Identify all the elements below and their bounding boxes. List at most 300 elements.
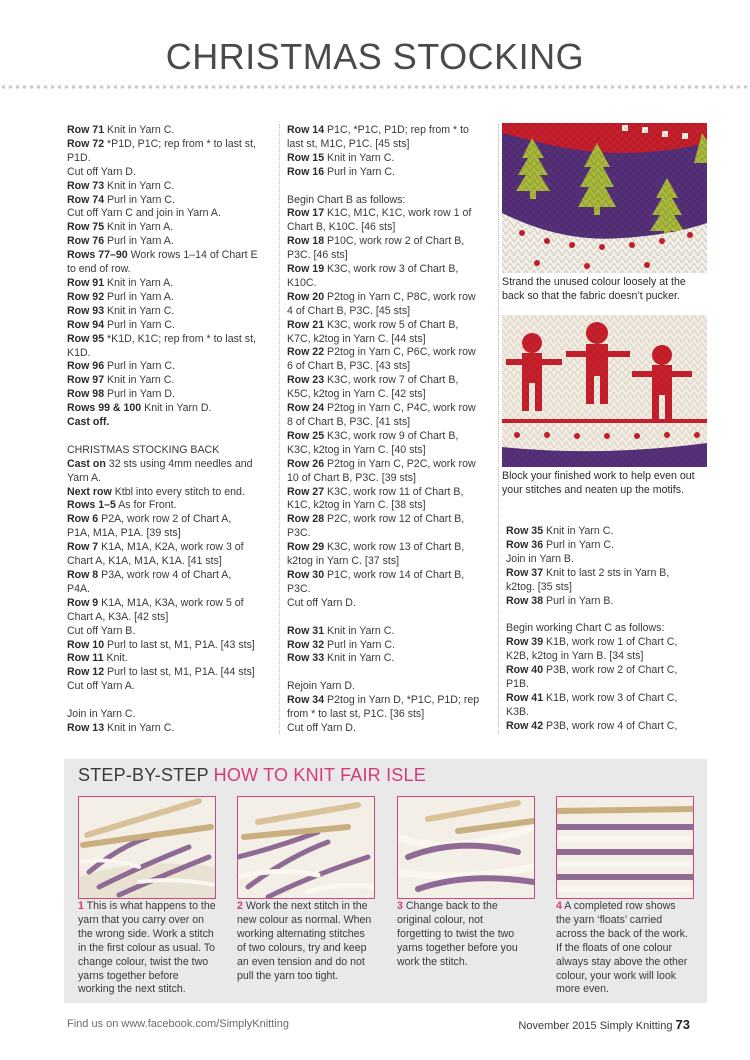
instruction-line (506, 622, 706, 636)
instruction-line (506, 650, 706, 664)
step-image-1 (78, 796, 216, 899)
row-text: Purl in Yarn A. (104, 290, 174, 303)
row-text: CHRISTMAS STOCKING BACK (67, 443, 220, 456)
row-label: Row 34 (287, 694, 325, 707)
row-text: P4A. (67, 582, 90, 595)
row-label: Row 7 (67, 541, 99, 554)
step-text: always stay above the other (556, 955, 688, 968)
step-caption-line (237, 942, 379, 956)
instruction-line (67, 305, 275, 319)
row-label: Row 36 (506, 538, 544, 551)
step-text: original colour, not (397, 913, 483, 926)
step-text: of two colours, try and keep (237, 941, 367, 954)
row-label: Row 30 (287, 568, 325, 581)
instruction-line (287, 388, 487, 402)
instruction-line (506, 525, 706, 539)
row-label: Cast off. (67, 416, 110, 429)
row-text: P1B. (506, 677, 529, 690)
step-text: working the next stitch. (78, 983, 186, 996)
row-text: Chart A, K1A, M1A, K1A. [41 sts] (67, 555, 222, 568)
row-text: P3B, work row 2 of Chart C, (543, 664, 678, 677)
row-label: Row 25 (287, 429, 325, 442)
row-label: Row 18 (287, 235, 325, 248)
step-caption-line (556, 942, 698, 956)
row-text: As for Front. (115, 499, 177, 512)
step-caption-line (78, 914, 220, 928)
knit-photo-figures (502, 315, 707, 467)
row-label: Row 37 (506, 566, 544, 579)
instruction-line (506, 539, 706, 553)
step-text: working alternating stitches (237, 927, 365, 940)
row-text: P1C, *P1C, P1D; rep from * to (324, 124, 469, 136)
step-caption-line (397, 900, 539, 914)
row-text: Cut off Yarn D. (67, 165, 136, 178)
instruction-line (67, 486, 275, 500)
instruction-line (287, 444, 487, 458)
step-image-4 (556, 796, 694, 899)
row-text: Cut off Yarn C and join in Yarn A. (67, 207, 221, 220)
row-label: Row 93 (67, 304, 105, 317)
instruction-line (67, 374, 275, 388)
row-text: K7C, k2tog in Yarn C. [44 sts] (287, 332, 426, 345)
instruction-line (287, 472, 487, 486)
row-label: Row 71 (67, 124, 105, 136)
row-label: Row 76 (67, 235, 105, 248)
instruction-line (287, 194, 487, 208)
step-text: the wrong side. Work a stitch (78, 927, 214, 940)
instruction-line (287, 277, 487, 291)
row-text: Knit in Yarn C. (324, 624, 395, 637)
instruction-line (287, 513, 487, 527)
row-text: K3C, work row 9 of Chart B, (324, 429, 459, 442)
row-text: Knit in Yarn C. (324, 151, 395, 164)
row-text: P1D. (67, 151, 91, 164)
step-by-step-heading (78, 765, 426, 786)
row-label: Row 24 (287, 402, 325, 415)
row-text: P2tog in Yarn C, P6C, work row (324, 346, 476, 359)
row-text: Purl in Yarn C. (104, 360, 175, 373)
instruction-line (287, 263, 487, 277)
row-label: Row 21 (287, 318, 325, 331)
row-text: P3C. [46 sts] (287, 249, 348, 262)
row-label: Row 94 (67, 318, 105, 331)
column-divider (498, 124, 499, 734)
instruction-line (287, 291, 487, 305)
row-text: K3C, work row 7 of Chart B, (324, 374, 459, 387)
instruction-line (287, 402, 487, 416)
row-text: Cut off Yarn D. (287, 721, 356, 734)
row-label: Row 96 (67, 360, 105, 373)
row-text: Knit in Yarn C. (324, 652, 395, 665)
instruction-line (287, 694, 487, 708)
row-text: Join in Yarn B. (506, 552, 574, 565)
row-label: Row 39 (506, 636, 544, 649)
step-text: yarn that you carry over on (78, 913, 205, 926)
row-label: Row 12 (67, 666, 105, 679)
step-number: 2 (237, 900, 243, 912)
row-text: Knit in Yarn C. (104, 374, 175, 387)
row-text: Purl to last st, M1, P1A. [44 sts] (104, 666, 255, 679)
row-label: Row 16 (287, 165, 325, 178)
row-text: P10C, work row 2 of Chart B, (324, 235, 465, 248)
footer-issue-text: November 2015 Simply Knitting (518, 1020, 676, 1032)
row-text: P3C. (287, 527, 311, 540)
instruction-line (287, 541, 487, 555)
row-label: Rows 1–5 (67, 499, 116, 512)
row-text: 10 of Chart B, P3C. [39 sts] (287, 471, 416, 484)
row-text: P1C, work row 14 of Chart B, (324, 568, 465, 581)
step-caption-4 (556, 900, 698, 997)
instruction-line (506, 553, 706, 567)
footer-website: Find us on www.facebook.com/SimplyKnitting (67, 1018, 289, 1030)
row-text: Rejoin Yarn D. (287, 680, 355, 693)
row-text: Knit in Yarn C. (104, 179, 175, 192)
step-caption-line (237, 956, 379, 970)
step-caption-line (237, 928, 379, 942)
step-caption-line (78, 942, 220, 956)
row-text: Chart B, K10C. [46 sts] (287, 221, 396, 234)
instruction-line (287, 527, 487, 541)
step-image-2 (237, 796, 375, 899)
step-text: more even. (556, 983, 609, 996)
instruction-line (67, 444, 275, 458)
photo-caption-1 (502, 276, 686, 304)
row-label: Row 19 (287, 263, 325, 276)
caption-line: Block your finished work to help even out (502, 470, 695, 482)
row-label: Row 38 (506, 594, 544, 607)
step-image-3 (397, 796, 535, 899)
step-caption-line (78, 928, 220, 942)
heading-accent: HOW TO KNIT FAIR ISLE (213, 765, 426, 785)
instruction-line (287, 249, 487, 263)
row-text: Purl in Yarn C. (324, 638, 395, 651)
row-text: Cut off Yarn D. (287, 596, 356, 609)
instruction-line (287, 152, 487, 166)
blank-line (287, 611, 487, 625)
step-caption-line (78, 900, 220, 914)
row-label: Row 91 (67, 276, 105, 289)
instruction-line (287, 374, 487, 388)
row-text: Ktbl into every stitch to end. (111, 485, 245, 498)
knitting-needles-image (79, 797, 215, 898)
instruction-line (67, 639, 275, 653)
step-caption-2 (237, 900, 379, 983)
row-text: Purl in Yarn D. (104, 388, 175, 401)
row-text: Purl in Yarn C. (324, 165, 395, 178)
row-label: Row 98 (67, 388, 105, 401)
step-caption-line (78, 983, 220, 997)
row-text: from * to last st, P1C. [36 sts] (287, 708, 425, 721)
instruction-line (287, 708, 487, 722)
instruction-line (287, 138, 487, 152)
step-text: yarns together before you (397, 941, 518, 954)
step-text: forgetting to twist the two (397, 927, 515, 940)
instruction-line (67, 180, 275, 194)
instruction-line (67, 611, 275, 625)
instruction-line (287, 458, 487, 472)
step-caption-line (556, 900, 698, 914)
instruction-line (287, 235, 487, 249)
heading-part: STEP-BY-STEP (78, 765, 214, 785)
row-text: Knit in Yarn C. (104, 124, 175, 136)
caption-line: your stitches and neaten up the motifs. (502, 483, 684, 496)
row-label: Next row (67, 485, 112, 498)
row-label: Row 17 (287, 207, 325, 220)
dotted-divider (0, 84, 750, 90)
row-text: P2tog in Yarn C, P2C, work row (324, 457, 476, 470)
row-label: Row 26 (287, 457, 325, 470)
row-text: Knit in Yarn C. (104, 721, 175, 734)
instruction-line (67, 166, 275, 180)
row-label: Row 15 (287, 151, 325, 164)
step-text: change colour, twist the two (78, 955, 209, 968)
row-label: Row 9 (67, 596, 99, 609)
instruction-line (287, 639, 487, 653)
step-text: colour, your work will look (556, 969, 677, 982)
instruction-line (287, 499, 487, 513)
row-text: Begin Chart B as follows: (287, 193, 406, 206)
row-text: Purl in Yarn C. (543, 538, 614, 551)
row-text: P2C, work row 12 of Chart B, (324, 513, 465, 526)
knitting-needles-image (238, 797, 374, 898)
row-text: K3B. (506, 705, 529, 718)
step-text: the yarn ‘floats’ carried (556, 913, 663, 926)
row-label: Row 95 (67, 332, 105, 345)
row-label: Row 27 (287, 485, 325, 498)
row-text: Yarn A. (67, 471, 101, 484)
row-text: K3C, work row 5 of Chart B, (324, 318, 459, 331)
step-text: across the back of the work. (556, 927, 688, 940)
instruction-line (67, 583, 275, 597)
row-text: K1B, work row 3 of Chart C, (543, 691, 678, 704)
instruction-line (67, 416, 275, 430)
instruction-line (67, 291, 275, 305)
instruction-line (506, 706, 706, 720)
row-label: Row 92 (67, 290, 105, 303)
step-text: new colour as normal. When (237, 913, 372, 926)
instruction-line (67, 152, 275, 166)
instruction-line (287, 416, 487, 430)
row-label: Row 10 (67, 638, 105, 651)
row-label: Row 73 (67, 179, 105, 192)
instruction-line (67, 207, 275, 221)
row-label: Row 97 (67, 374, 105, 387)
row-text: 6 of Chart B, P3C. [43 sts] (287, 360, 411, 373)
row-text: Knit in Yarn C. (543, 525, 614, 537)
row-label: Rows 77–90 (67, 249, 128, 262)
step-caption-line (237, 900, 379, 914)
row-text: 4 of Chart B, P3C. [45 sts] (287, 304, 411, 317)
row-text: K2B, k2tog in Yarn B. [34 sts] (506, 650, 644, 663)
instruction-line (506, 720, 706, 734)
step-text: pull the yarn too tight. (237, 969, 339, 982)
row-text: K1A, M1A, K2A, work row 3 of (98, 541, 244, 554)
row-label: Row 14 (287, 124, 325, 136)
instruction-line (287, 625, 487, 639)
row-text: Purl in Yarn A. (104, 235, 174, 248)
instruction-line (287, 569, 487, 583)
step-caption-line (78, 970, 220, 984)
instruction-line (67, 527, 275, 541)
row-text: Chart A, K3A. [42 sts] (67, 610, 169, 623)
photo-caption-2 (502, 470, 695, 498)
row-text: Knit in Yarn A. (104, 276, 174, 289)
row-text: Knit. (103, 652, 128, 665)
step-text: an even tension and do not (237, 955, 365, 968)
row-text: Knit in Yarn C. (104, 304, 175, 317)
instruction-line (287, 305, 487, 319)
row-text: K1B, work row 1 of Chart C, (543, 636, 678, 649)
row-label: Row 74 (67, 193, 105, 206)
row-text: Knit to last 2 sts in Yarn B, (543, 566, 670, 579)
instruction-line (67, 277, 275, 291)
instruction-line (506, 692, 706, 706)
instruction-line (67, 499, 275, 513)
figure-motif-image (502, 315, 707, 467)
step-text: A completed row shows (561, 900, 676, 912)
row-text: P2A, work row 2 of Chart A, (98, 513, 232, 526)
instruction-line (67, 597, 275, 611)
row-text: Work rows 1–14 of Chart E (127, 249, 258, 262)
instruction-line (67, 708, 275, 722)
row-label: Rows 99 & 100 (67, 402, 142, 415)
blank-line (67, 694, 275, 708)
instruction-line (287, 221, 487, 235)
row-text: Knit in Yarn A. (104, 221, 174, 234)
step-caption-line (78, 956, 220, 970)
instruction-line (67, 235, 275, 249)
footer-issue (518, 1017, 690, 1032)
row-text: Knit in Yarn D. (141, 402, 212, 415)
instruction-line (506, 595, 706, 609)
page-number: 73 (675, 1017, 690, 1032)
blank-line (506, 608, 706, 622)
step-caption-line (397, 956, 539, 970)
instruction-line (67, 402, 275, 416)
instruction-line (67, 722, 275, 736)
instruction-line (287, 166, 487, 180)
instruction-line (287, 722, 487, 736)
instruction-line (67, 138, 275, 152)
row-text: P3C. (287, 582, 311, 595)
row-text: Purl to last st, M1, P1A. [43 sts] (104, 638, 255, 651)
instruction-line (287, 124, 487, 138)
step-caption-line (556, 956, 698, 970)
instruction-line (67, 319, 275, 333)
row-label: Row 42 (506, 719, 544, 732)
step-caption-line (556, 983, 698, 997)
row-text: Cut off Yarn B. (67, 624, 136, 637)
caption-line: back so that the fabric doesn’t pucker. (502, 289, 680, 302)
row-text: *K1D, K1C; rep from * to last st, (104, 332, 256, 345)
instruction-line (67, 249, 275, 263)
row-label: Row 23 (287, 374, 325, 387)
instruction-line (67, 347, 275, 361)
instruction-line (287, 652, 487, 666)
step-caption-line (556, 928, 698, 942)
row-text: k2tog. [35 sts] (506, 580, 572, 593)
row-text: Purl in Yarn C. (104, 193, 175, 206)
row-label: Row 32 (287, 638, 325, 651)
row-text: Cut off Yarn A. (67, 680, 135, 693)
blank-line (287, 180, 487, 194)
instruction-line (287, 486, 487, 500)
blank-line (67, 430, 275, 444)
row-text: 32 sts using 4mm needles and (105, 457, 253, 470)
step-number: 4 (556, 900, 562, 912)
instruction-line (67, 360, 275, 374)
row-text: K3C, k2tog in Yarn C. [40 sts] (287, 443, 426, 456)
instruction-line (287, 680, 487, 694)
step-number: 1 (78, 900, 84, 912)
row-label: Row 6 (67, 513, 99, 526)
instruction-line (67, 194, 275, 208)
step-caption-line (237, 914, 379, 928)
tree-motif-image (502, 123, 707, 273)
knitting-floats-image (557, 797, 693, 898)
step-text: Change back to the (402, 900, 498, 912)
instruction-line (287, 346, 487, 360)
step-text: yarns together before (78, 969, 179, 982)
row-label: Row 13 (67, 721, 105, 734)
row-label: Row 29 (287, 541, 325, 554)
instruction-line (67, 666, 275, 680)
row-text: Begin working Chart C as follows: (506, 622, 665, 635)
row-label: Row 11 (67, 652, 104, 665)
row-label: Row 20 (287, 290, 325, 303)
step-number: 3 (397, 900, 403, 912)
row-label: Row 28 (287, 513, 325, 526)
row-label: Row 31 (287, 624, 325, 637)
knit-photo-trees (502, 123, 707, 273)
instruction-line (67, 472, 275, 486)
row-text: P1A, M1A, P1A. [39 sts] (67, 527, 181, 540)
instructions-column-2 (287, 124, 487, 736)
row-text: K10C. (287, 276, 317, 289)
instruction-line (506, 664, 706, 678)
row-text: Purl in Yarn C. (104, 318, 175, 331)
page-title: CHRISTMAS STOCKING (165, 36, 585, 77)
step-caption-line (556, 970, 698, 984)
row-text: K1D. (67, 346, 91, 359)
instruction-line (67, 652, 275, 666)
instruction-line (506, 567, 706, 581)
row-text: 8 of Chart B, P3C. [41 sts] (287, 416, 411, 429)
instructions-column-1 (67, 124, 275, 736)
row-label: Row 35 (506, 525, 544, 537)
instruction-line (67, 680, 275, 694)
instructions-column-3 (506, 525, 706, 734)
caption-line: Strand the unused colour loosely at the (502, 276, 686, 288)
step-text: in the first colour as usual. To (78, 941, 216, 954)
row-text: K1C, k2tog in Yarn C. [38 sts] (287, 499, 426, 512)
row-text: Join in Yarn C. (67, 708, 136, 721)
instruction-line (67, 541, 275, 555)
column-divider (279, 124, 280, 734)
instruction-line (67, 458, 275, 472)
instruction-line (287, 555, 487, 569)
row-text: P3B, work row 4 of Chart C, (543, 719, 678, 732)
step-caption-line (397, 928, 539, 942)
row-text: P3A, work row 4 of Chart A, (98, 568, 232, 581)
row-text: P2tog in Yarn C, P8C, work row (324, 290, 476, 303)
instruction-line (67, 221, 275, 235)
instruction-line (67, 569, 275, 583)
row-text: to end of row. (67, 263, 131, 276)
instruction-line (287, 597, 487, 611)
step-caption-line (556, 914, 698, 928)
row-text: K5C, k2tog in Yarn C. [42 sts] (287, 388, 426, 401)
